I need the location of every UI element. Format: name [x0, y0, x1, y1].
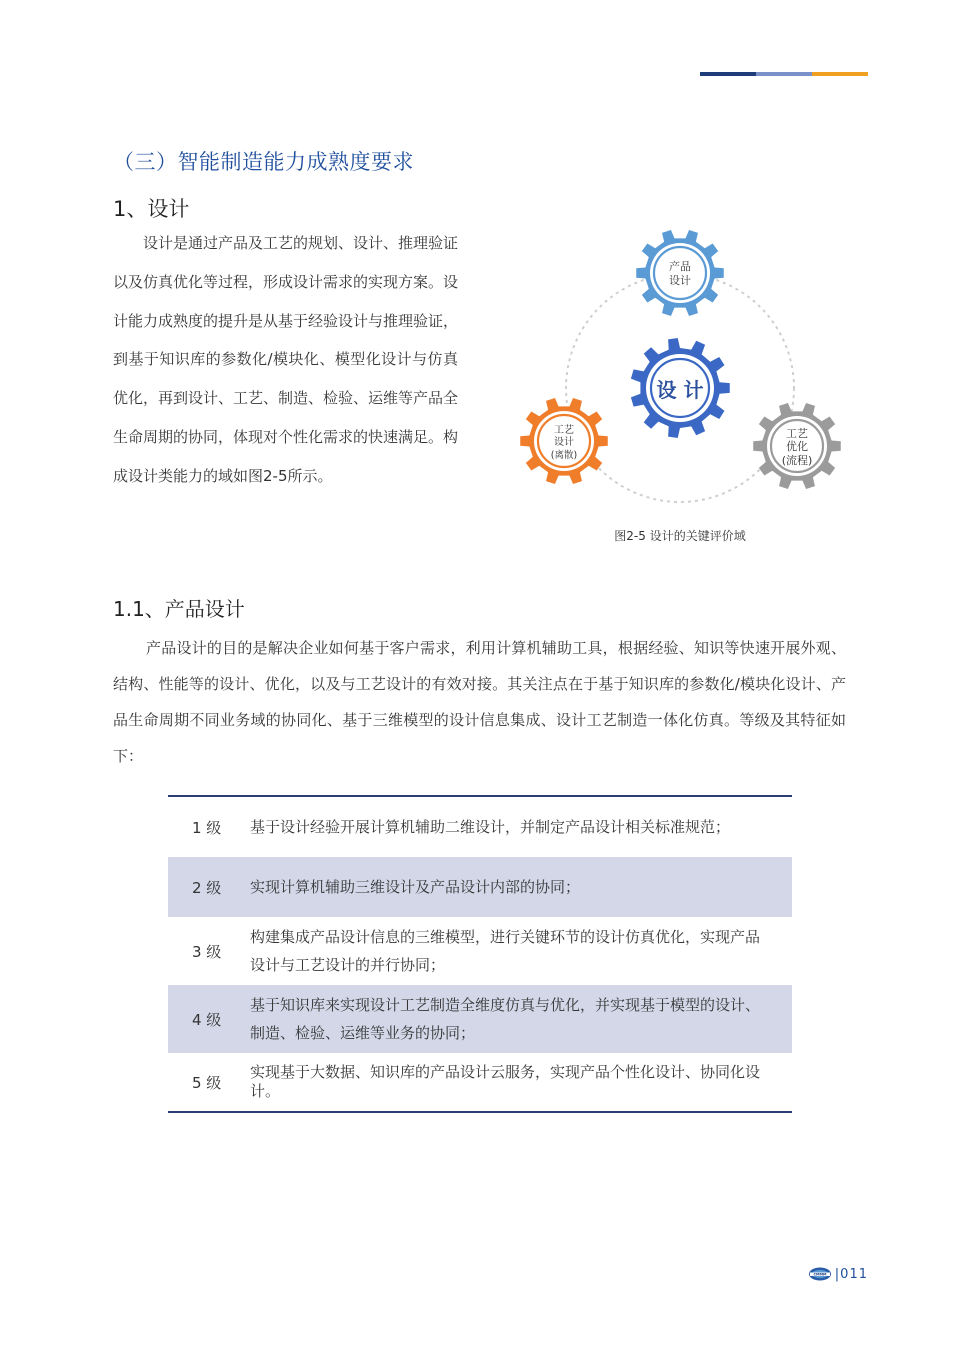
heading-design: 1、设计	[113, 197, 190, 221]
page-footer	[808, 1266, 868, 1282]
gears-diagram	[510, 225, 850, 515]
header-accent-bar	[700, 72, 868, 76]
levels-table	[168, 795, 792, 1113]
intro-text: 设计是通过产品及工艺的规划、设计、推理验证以及仿真优化等过程，形成设计需求的实现方案。设计能力成熟度的提升是从基于经验设计与推理验证，到基于知识库的参数化/模块化、模型化设计与仿真优化，再到设计、工艺、制造、检验、运维等产品全生命周期的协同，体现对个性化需求的快速满足。构成设计类能力的域如图2-5所示。	[113, 234, 459, 485]
level-number: 5 级	[192, 1073, 222, 1092]
page-number: |011	[834, 1266, 868, 1282]
level-description: 基于设计经验开展计算机辅助二维设计，并制定产品设计相关标准规范；	[250, 818, 731, 836]
section-title: （三）智能制造能力成熟度要求	[113, 150, 414, 174]
right-gear-line-3: (流程)	[781, 454, 813, 467]
level-row	[168, 857, 792, 917]
top-gear-line-1: 产品	[669, 260, 691, 273]
product-design-paragraph	[113, 630, 846, 774]
design-figure	[510, 225, 850, 555]
cmmm-logo-icon	[808, 1266, 832, 1282]
figure-caption: 图2-5 设计的关键评价域	[614, 529, 746, 543]
level-row	[168, 917, 792, 985]
product-design-text: 产品设计的目的是解决企业如何基于客户需求，利用计算机辅助工具，根据经验、知识等快速开展外观、结构、性能等的设计、优化，以及与工艺设计的有效对接。其关注点在于基于知识库的参数化/模块化设计、产品生命周期不同业务域的协同化、基于三维模型的设计信息集成、设计工艺制造一体化仿真。等级及其特征如下：	[113, 639, 846, 765]
level-row	[168, 985, 792, 1053]
left-gear-line-3: (离散)	[550, 450, 578, 461]
accent-segment-orange	[812, 72, 868, 76]
right-gear-line-1: 工艺	[786, 427, 808, 440]
accent-segment-navy	[700, 72, 756, 76]
level-description: 实现计算机辅助三维设计及产品设计内部的协同；	[250, 878, 581, 896]
svg-text:CMMM: CMMM	[813, 1272, 827, 1277]
level-description: 基于知识库来实现设计工艺制造全维度仿真与优化，并实现基于模型的设计、制造、检验、运维等业务的协同；	[250, 996, 761, 1042]
level-description: 实现基于大数据、知识库的产品设计云服务，实现产品个性化设计、协同化设计。	[250, 1063, 761, 1100]
level-row	[168, 797, 792, 857]
top-gear-icon	[636, 230, 724, 316]
level-row	[168, 1053, 792, 1111]
subheading-product-design: 1.1、产品设计	[113, 597, 245, 621]
accent-segment-lightblue	[756, 72, 812, 76]
level-number: 3 级	[192, 942, 222, 961]
level-number: 2 级	[192, 878, 222, 897]
level-number: 1 级	[192, 818, 222, 837]
right-gear-line-2: 优化	[786, 440, 808, 453]
top-gear-line-2: 设计	[669, 274, 691, 287]
intro-paragraph	[113, 224, 458, 496]
left-gear-line-1: 工艺	[554, 425, 574, 436]
level-number: 4 级	[192, 1010, 222, 1029]
center-gear-label: 设 计	[656, 378, 704, 402]
left-gear-line-2: 设计	[554, 437, 574, 448]
level-description: 构建集成产品设计信息的三维模型，进行关键环节的设计仿真优化，实现产品设计与工艺设计的并行协同；	[250, 928, 761, 974]
